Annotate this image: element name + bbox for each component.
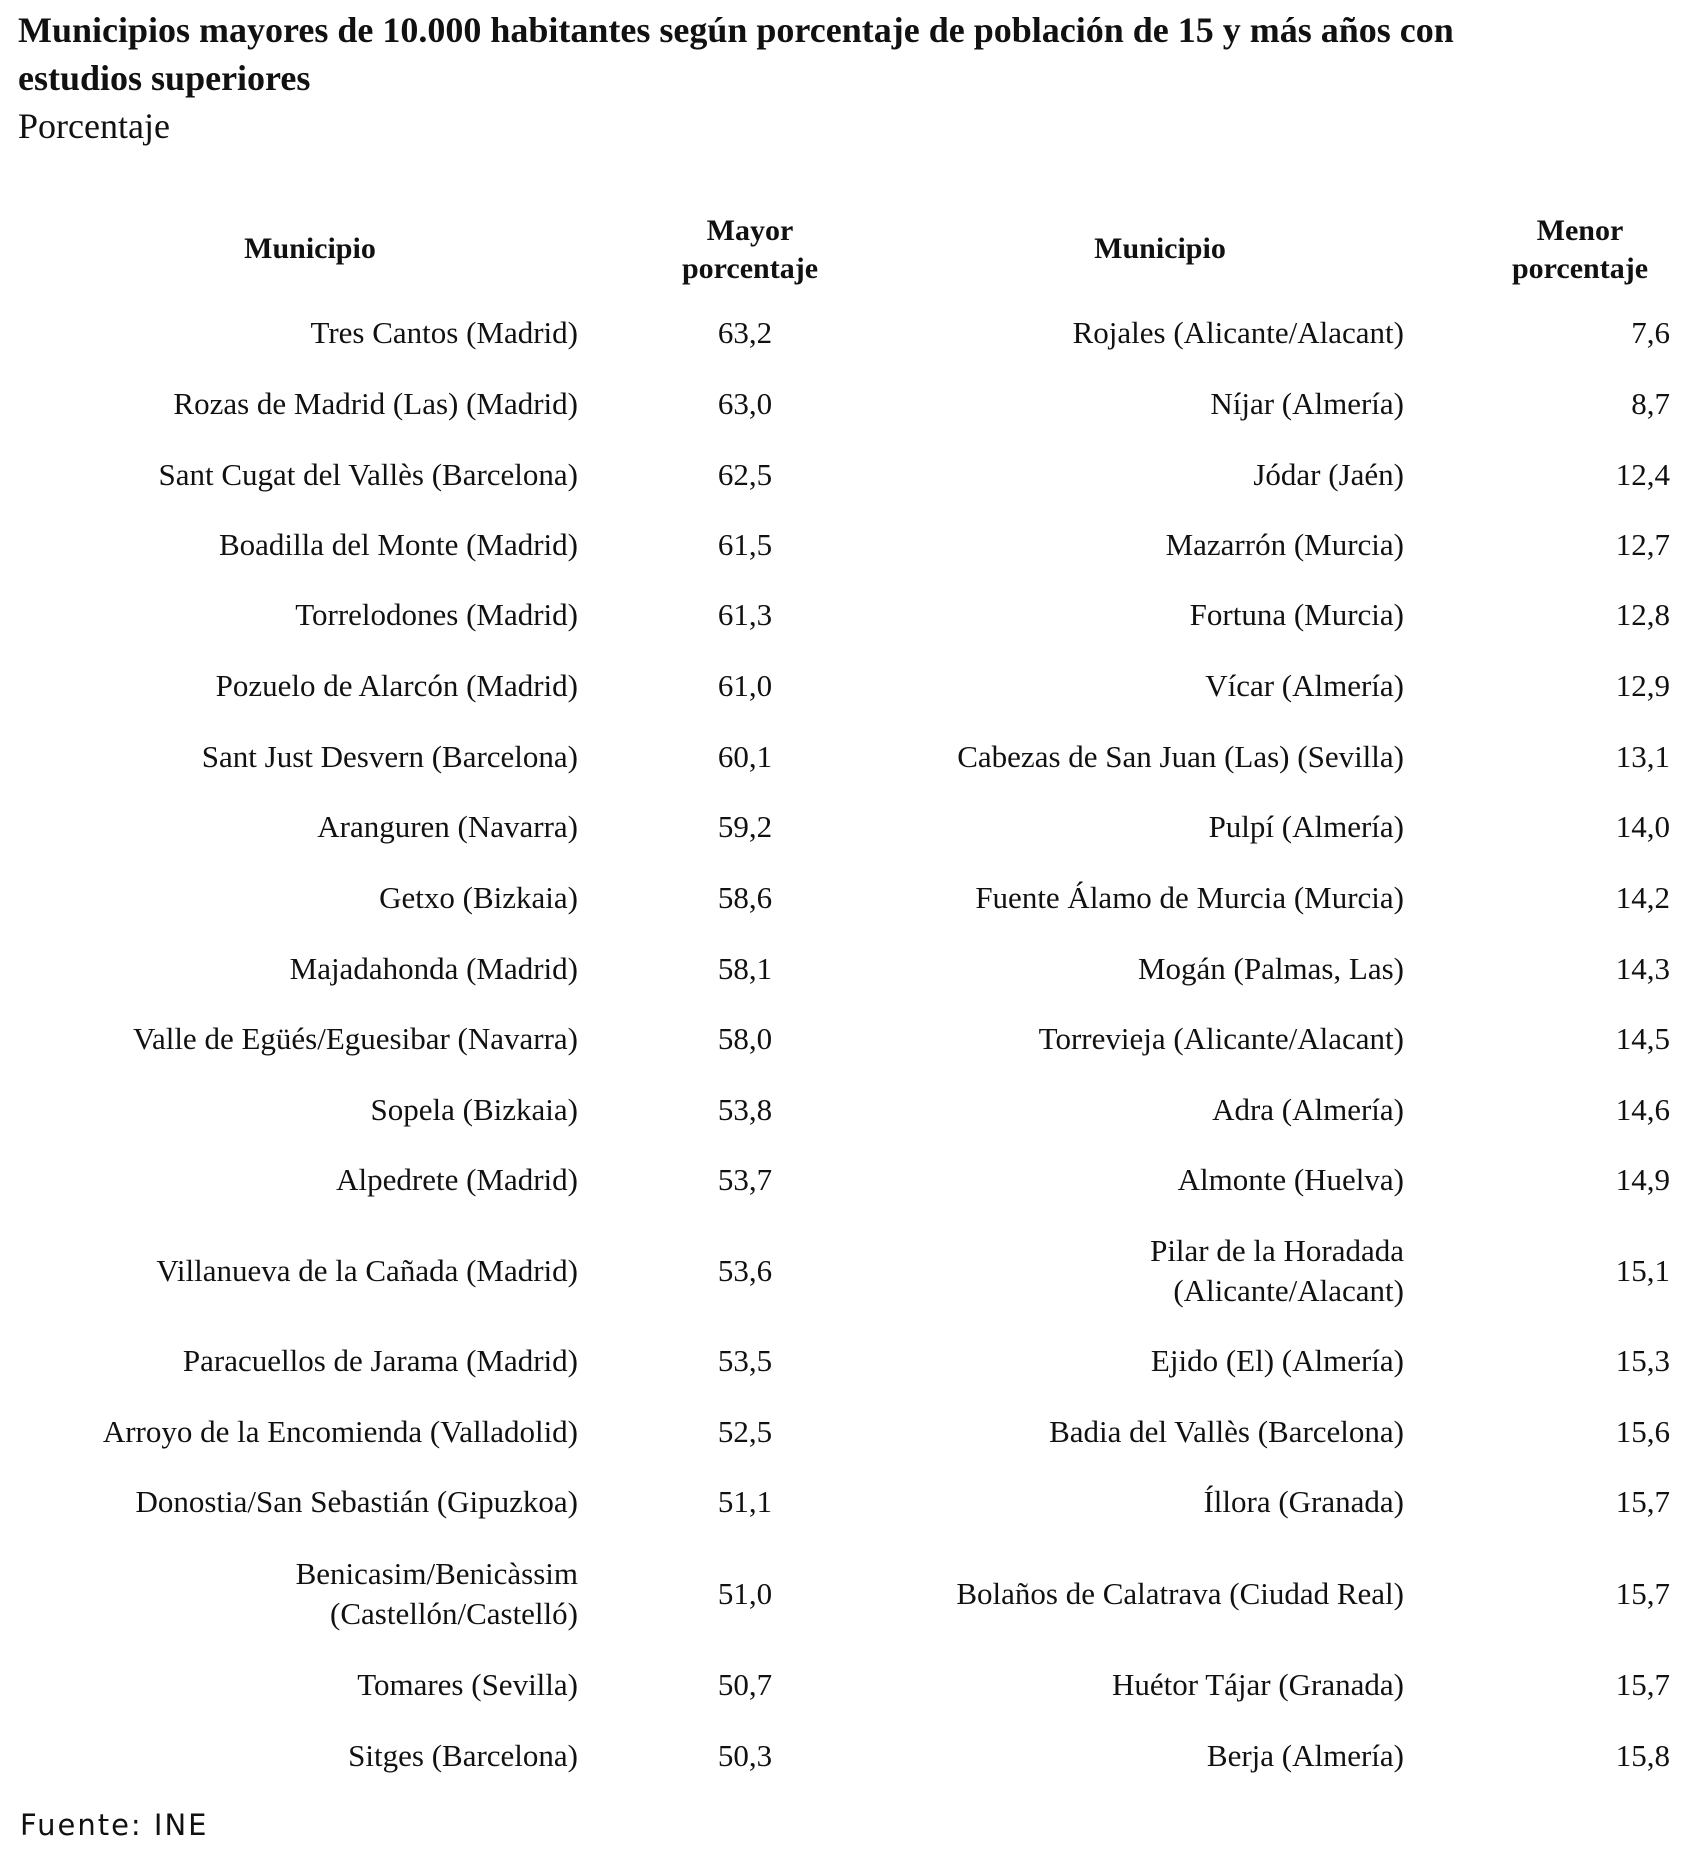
menor-value-cell: 12,9 bbox=[1615, 668, 1670, 704]
menor-value-cell: 13,1 bbox=[1615, 739, 1670, 775]
chart-subtitle: Porcentaje bbox=[18, 106, 170, 146]
menor-municipio-cell: Pilar de la Horadada bbox=[1150, 1233, 1404, 1269]
menor-value-cell: 14,2 bbox=[1615, 880, 1670, 916]
header-menor-porcentaje: Menor porcentaje bbox=[1511, 214, 1649, 285]
menor-municipio-cell: Rojales (Alicante/Alacant) bbox=[1072, 315, 1404, 351]
mayor-value-cell: 60,1 bbox=[717, 739, 773, 775]
mayor-municipio-cell: Boadilla del Monte (Madrid) bbox=[219, 527, 578, 563]
menor-municipio-cell: Berja (Almería) bbox=[1206, 1738, 1404, 1774]
mayor-municipio-cell: Sitges (Barcelona) bbox=[348, 1738, 578, 1774]
mayor-municipio-cell: Tomares (Sevilla) bbox=[357, 1667, 578, 1703]
mayor-municipio-cell: Arroyo de la Encomienda (Valladolid) bbox=[102, 1414, 578, 1450]
menor-value-cell: 12,7 bbox=[1615, 527, 1670, 563]
mayor-value-cell: 53,7 bbox=[717, 1162, 773, 1198]
header-municipio-mayor: Municipio bbox=[244, 232, 376, 265]
mayor-municipio-cell: Valle de Egüés/Eguesibar (Navarra) bbox=[133, 1021, 578, 1057]
mayor-municipio-cell: Benicasim/Benicàssim bbox=[295, 1556, 578, 1592]
mayor-municipio-cell: Getxo (Bizkaia) bbox=[379, 880, 578, 916]
menor-municipio-cell: Mazarrón (Murcia) bbox=[1165, 527, 1404, 563]
mayor-value-cell: 59,2 bbox=[717, 809, 773, 845]
mayor-value-cell: 53,6 bbox=[717, 1253, 773, 1289]
menor-value-cell: 14,3 bbox=[1615, 951, 1670, 987]
mayor-value-cell: 53,8 bbox=[717, 1092, 773, 1128]
menor-value-cell: 15,6 bbox=[1615, 1414, 1670, 1450]
menor-value-cell: 15,7 bbox=[1615, 1576, 1670, 1612]
mayor-municipio-cell: Aranguren (Navarra) bbox=[317, 809, 578, 845]
menor-value-cell: 15,7 bbox=[1615, 1484, 1670, 1520]
mayor-value-cell: 58,0 bbox=[717, 1021, 773, 1057]
menor-municipio-cell: Torrevieja (Alicante/Alacant) bbox=[1038, 1021, 1404, 1057]
mayor-value-cell: 61,3 bbox=[717, 597, 773, 633]
mayor-value-cell: 51,1 bbox=[717, 1484, 773, 1520]
header-mayor-porcentaje: Mayor porcentaje bbox=[681, 214, 819, 285]
menor-municipio-cell: Mogán (Palmas, Las) bbox=[1137, 951, 1404, 987]
menor-municipio-cell: Níjar (Almería) bbox=[1210, 386, 1404, 422]
mayor-municipio-cell: Villanueva de la Cañada (Madrid) bbox=[156, 1253, 578, 1289]
mayor-value-cell: 58,1 bbox=[717, 951, 773, 987]
menor-value-cell: 14,0 bbox=[1615, 809, 1670, 845]
mayor-value-cell: 58,6 bbox=[717, 880, 773, 916]
menor-municipio-cell: Fortuna (Murcia) bbox=[1189, 597, 1404, 633]
menor-municipio-cell: Huétor Tájar (Granada) bbox=[1111, 1667, 1404, 1703]
menor-municipio-cell: Almonte (Huelva) bbox=[1177, 1162, 1404, 1198]
mayor-value-cell: 50,7 bbox=[717, 1667, 773, 1703]
mayor-municipio-cell: Rozas de Madrid (Las) (Madrid) bbox=[173, 386, 578, 422]
menor-municipio-cell: Cabezas de San Juan (Las) (Sevilla) bbox=[957, 739, 1404, 775]
menor-value-cell: 7,6 bbox=[1631, 315, 1670, 351]
menor-municipio-cell: Ejido (El) (Almería) bbox=[1150, 1343, 1404, 1379]
menor-value-cell: 8,7 bbox=[1631, 386, 1670, 422]
mayor-municipio-cell: Alpedrete (Madrid) bbox=[336, 1162, 578, 1198]
mayor-value-cell: 50,3 bbox=[717, 1738, 773, 1774]
mayor-municipio-cell: Majadahonda (Madrid) bbox=[289, 951, 578, 987]
menor-municipio-cell: Vícar (Almería) bbox=[1205, 668, 1404, 704]
menor-municipio-cell: Bolaños de Calatrava (Ciudad Real) bbox=[956, 1576, 1404, 1612]
mayor-municipio-cell: Sopela (Bizkaia) bbox=[370, 1092, 578, 1128]
menor-municipio-cell: Badia del Vallès (Barcelona) bbox=[1049, 1414, 1404, 1450]
menor-municipio-cell: Pulpí (Almería) bbox=[1208, 809, 1404, 845]
mayor-value-cell: 62,5 bbox=[717, 457, 773, 493]
mayor-municipio-cell: Donostia/San Sebastián (Gipuzkoa) bbox=[135, 1484, 578, 1520]
mayor-value-cell: 51,0 bbox=[717, 1576, 773, 1612]
mayor-value-cell: 61,5 bbox=[717, 527, 773, 563]
menor-municipio-cell: (Alicante/Alacant) bbox=[1173, 1273, 1404, 1309]
menor-municipio-cell: Fuente Álamo de Murcia (Murcia) bbox=[975, 880, 1404, 916]
mayor-municipio-cell: Torrelodones (Madrid) bbox=[295, 597, 578, 633]
mayor-municipio-cell: (Castellón/Castelló) bbox=[330, 1596, 578, 1632]
mayor-municipio-cell: Pozuelo de Alarcón (Madrid) bbox=[215, 668, 578, 704]
mayor-value-cell: 63,2 bbox=[717, 315, 773, 351]
menor-value-cell: 15,8 bbox=[1615, 1738, 1670, 1774]
mayor-value-cell: 53,5 bbox=[717, 1343, 773, 1379]
menor-value-cell: 12,8 bbox=[1615, 597, 1670, 633]
menor-municipio-cell: Jódar (Jaén) bbox=[1253, 457, 1404, 493]
menor-value-cell: 12,4 bbox=[1615, 457, 1670, 493]
mayor-value-cell: 61,0 bbox=[717, 668, 773, 704]
mayor-value-cell: 52,5 bbox=[717, 1414, 773, 1450]
mayor-municipio-cell: Sant Cugat del Vallès (Barcelona) bbox=[158, 457, 578, 493]
menor-value-cell: 15,7 bbox=[1615, 1667, 1670, 1703]
mayor-municipio-cell: Sant Just Desvern (Barcelona) bbox=[201, 739, 578, 775]
menor-municipio-cell: Adra (Almería) bbox=[1212, 1092, 1404, 1128]
menor-value-cell: 15,1 bbox=[1615, 1253, 1670, 1289]
menor-municipio-cell: Íllora (Granada) bbox=[1203, 1484, 1404, 1520]
mayor-municipio-cell: Tres Cantos (Madrid) bbox=[310, 315, 578, 351]
menor-value-cell: 14,5 bbox=[1615, 1021, 1670, 1057]
header-municipio-menor: Municipio bbox=[1094, 232, 1226, 265]
mayor-municipio-cell: Paracuellos de Jarama (Madrid) bbox=[182, 1343, 578, 1379]
source-note: Fuente: INE bbox=[20, 1808, 209, 1842]
menor-value-cell: 14,6 bbox=[1615, 1092, 1670, 1128]
mayor-value-cell: 63,0 bbox=[717, 386, 773, 422]
menor-value-cell: 15,3 bbox=[1615, 1343, 1670, 1379]
menor-value-cell: 14,9 bbox=[1615, 1162, 1670, 1198]
chart-title: Municipios mayores de 10.000 habitantes según porcentaje de población de 15 y más años con estudios superiores bbox=[18, 10, 1454, 98]
